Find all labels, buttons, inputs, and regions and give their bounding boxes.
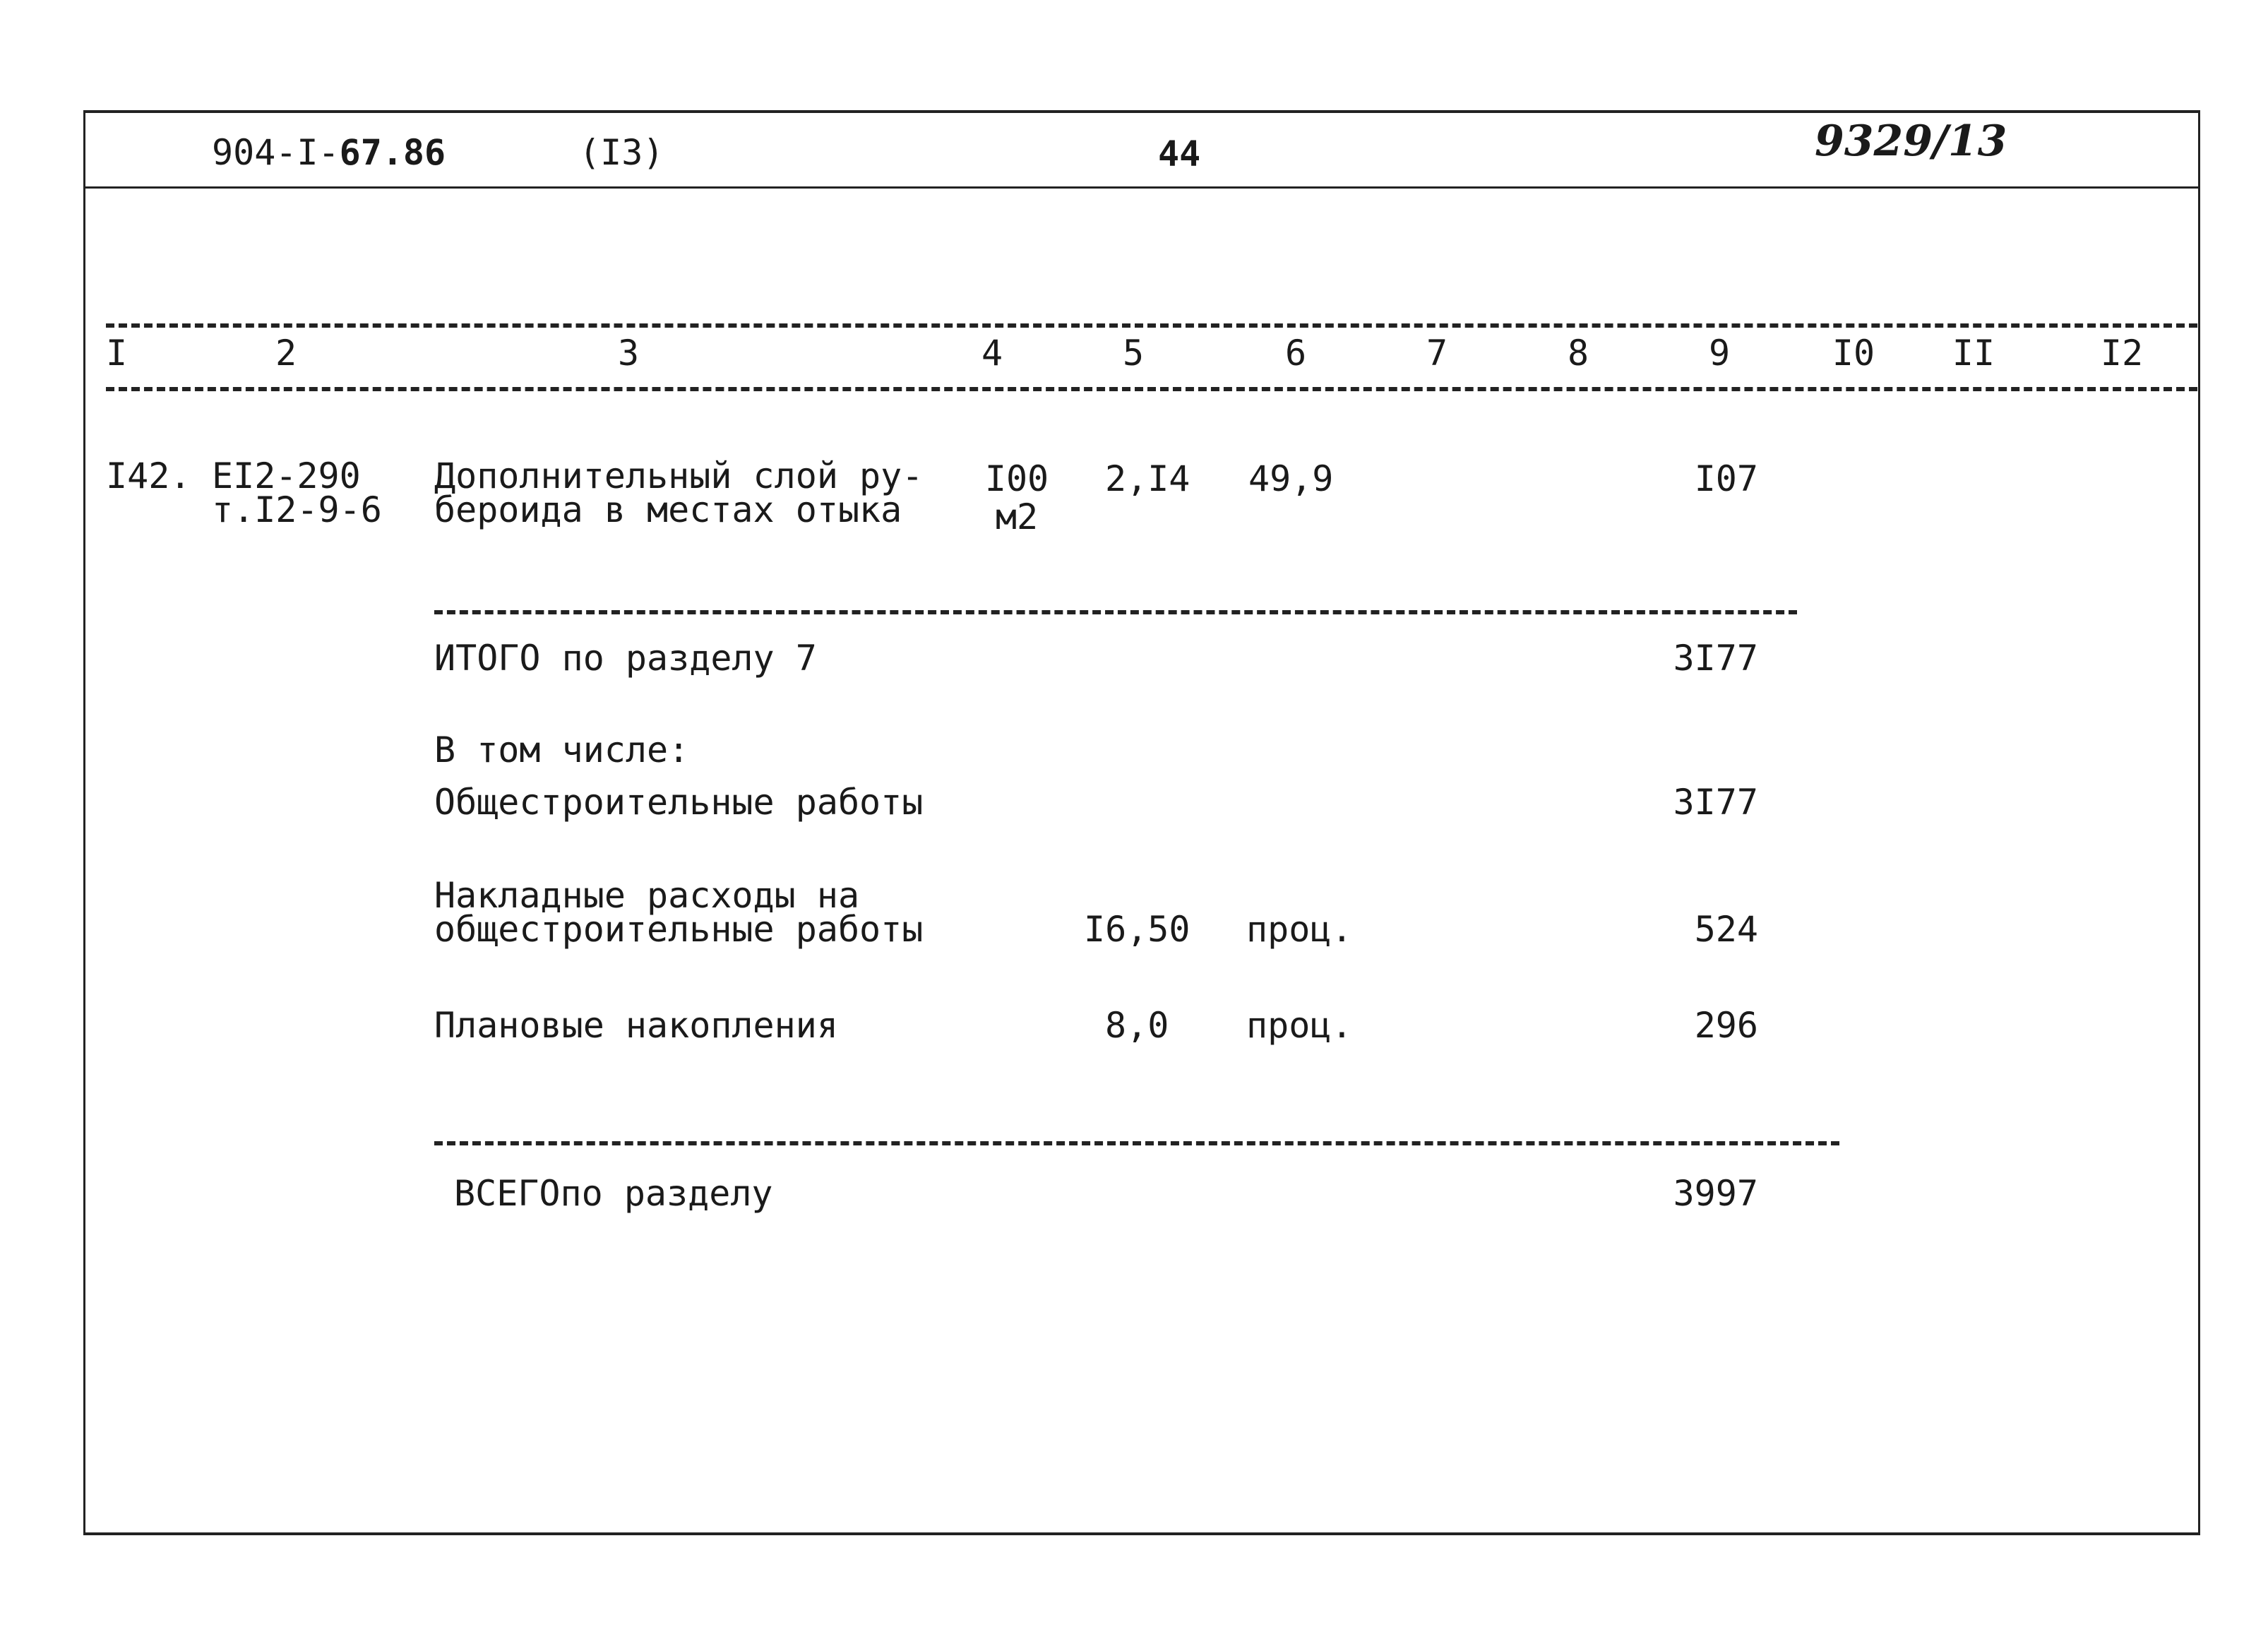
- subtotal-rule: [434, 610, 1797, 614]
- column-header-6: 6: [1284, 333, 1307, 374]
- section-total-value: 3I77: [1673, 638, 1758, 679]
- overhead-value: 524: [1694, 909, 1758, 950]
- overhead-label-line1: Накладные расходы на: [434, 875, 860, 916]
- planned-savings-value: 296: [1694, 1005, 1758, 1046]
- overhead-unit: проц.: [1246, 909, 1353, 950]
- column-header-10: I0: [1832, 333, 1875, 374]
- general-works-value: 3I77: [1673, 782, 1758, 823]
- row-description-line2: бероида в местах отыка: [434, 489, 902, 530]
- column-header-7: 7: [1426, 333, 1448, 374]
- document-code-printed: 904-I-: [212, 132, 340, 173]
- archive-number: 9329/13: [1815, 117, 2007, 166]
- unit-value: I00: [984, 458, 1049, 499]
- planned-savings-label: Плановые накопления: [434, 1005, 838, 1046]
- column-header-8: 8: [1567, 333, 1589, 374]
- unit-measure: м2: [995, 496, 1039, 537]
- grand-total-label: ВСЕГОпо разделу: [454, 1173, 773, 1214]
- row-total: I07: [1694, 458, 1758, 499]
- column-header-top-rule: [106, 323, 2197, 328]
- including-label: В том числе:: [434, 729, 690, 770]
- column-header-11: II: [1952, 333, 1995, 374]
- overhead-rate: I6,50: [1084, 909, 1190, 950]
- page-number: 44: [1158, 133, 1201, 174]
- column-header-4: 4: [981, 333, 1003, 374]
- overhead-label-line2: общестроительные работы: [434, 909, 924, 950]
- column-header-2: 2: [275, 333, 297, 374]
- column-header-1: I: [105, 333, 128, 374]
- document-code: [212, 134, 446, 171]
- rate-code: EI2-290: [212, 455, 361, 496]
- column-header-bottom-rule: [106, 387, 2197, 391]
- general-works-label: Общестроительные работы: [434, 782, 924, 823]
- column-header-5: 5: [1122, 333, 1145, 374]
- document-code-handwritten: 67.86: [339, 132, 446, 173]
- grand-total-rule: [434, 1141, 1839, 1145]
- unit-price: 49,9: [1248, 458, 1334, 499]
- quantity: 2,I4: [1105, 458, 1190, 499]
- column-header-9: 9: [1708, 333, 1731, 374]
- planned-savings-rate: 8,0: [1105, 1005, 1169, 1046]
- column-header-3: 3: [617, 333, 640, 374]
- rate-table-ref: т.I2-9-6: [212, 489, 382, 530]
- planned-savings-unit: проц.: [1246, 1005, 1353, 1046]
- section-total-label: ИТОГО по разделу 7: [434, 638, 817, 679]
- row-description-line1: Дополнительный слой ру-: [434, 455, 924, 496]
- header-divider: [83, 186, 2200, 189]
- row-number: I42.: [106, 455, 191, 496]
- sheet-reference: (I3): [579, 132, 664, 173]
- column-header-12: I2: [2100, 333, 2144, 374]
- grand-total-value: 3997: [1673, 1173, 1758, 1214]
